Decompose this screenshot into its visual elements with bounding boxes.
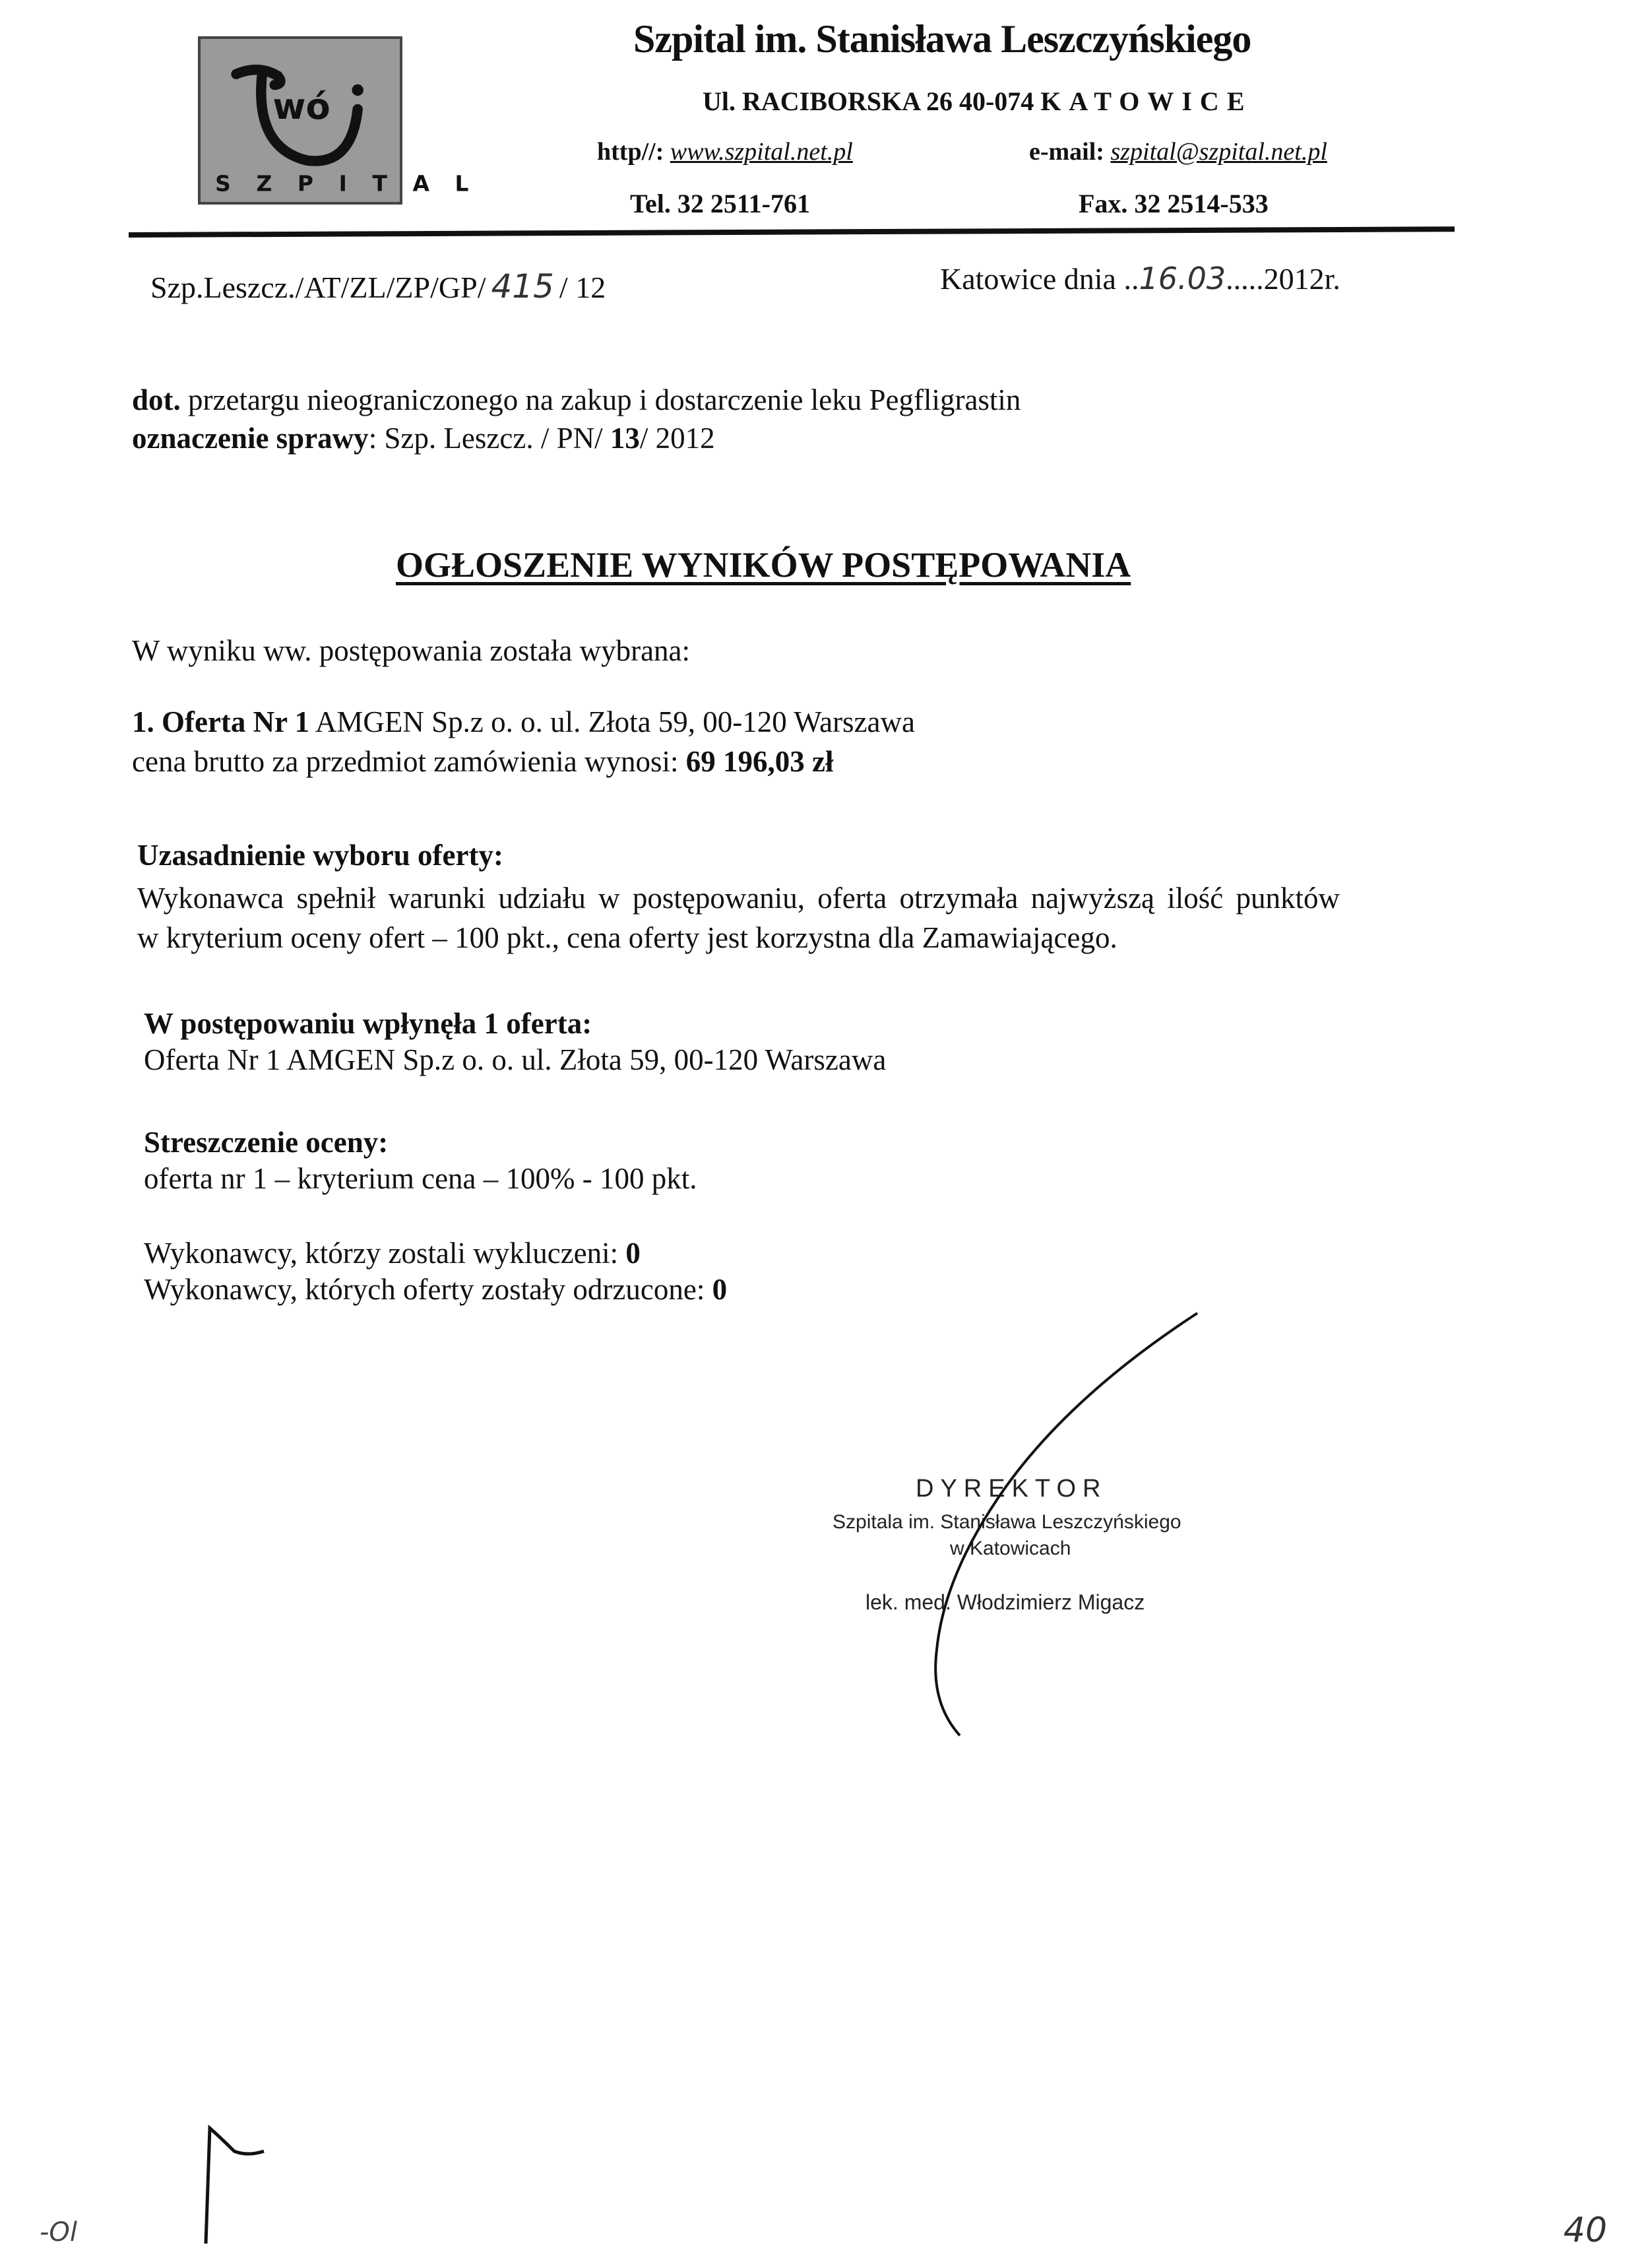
email-label: e-mail:	[1029, 138, 1111, 166]
stamp-organization: Szpitala im. Stanisława Leszczyńskiego	[833, 1511, 1181, 1533]
header-divider	[129, 226, 1455, 238]
handwritten-ref-number: 415	[491, 267, 554, 306]
price-value: 69 196,03 zł	[685, 745, 834, 778]
case-label: oznaczenie sprawy	[132, 422, 369, 455]
case-designation	[132, 421, 715, 455]
margin-note-left: -Ol	[40, 2217, 78, 2248]
reference-number	[150, 267, 606, 306]
document-date	[940, 261, 1340, 296]
offer-price	[132, 744, 833, 779]
hospital-logo	[198, 36, 478, 205]
summary-heading: Streszczenie oceny:	[144, 1126, 389, 1159]
ref-suffix: / 12	[559, 271, 606, 304]
page-number-handwritten: 40	[1563, 2211, 1608, 2250]
document-title: OGŁOSZENIE WYNIKÓW POSTĘPOWANIA	[396, 545, 1131, 585]
stamp-signatory: lek. med. Włodzimierz Migacz	[865, 1590, 1145, 1614]
excluded-count: 0	[625, 1237, 641, 1270]
rejected-offers	[144, 1272, 727, 1307]
summary-line: oferta nr 1 – kryterium cena – 100% - 100 pkt.	[144, 1162, 697, 1195]
selected-offer	[132, 705, 915, 739]
hospital-name: Szpital im. Stanisława Leszczyńskiego	[633, 17, 1251, 61]
offer-company: AMGEN Sp.z o. o. ul. Złota 59, 00-120 Warszawa	[309, 705, 915, 738]
handwritten-date: 16.03	[1139, 261, 1226, 296]
logo-graphic-icon	[201, 39, 478, 202]
website-link[interactable]: www.szpital.net.pl	[670, 138, 853, 166]
subject-text: przetargu nieograniczonego na zakup i dostarczenie leku Pegfligrastin	[180, 383, 1021, 416]
telephone: Tel. 32 2511-761	[630, 189, 810, 218]
web-label: http//:	[597, 138, 670, 166]
hospital-address	[703, 86, 1253, 117]
justification-line-1: Wykonawca spełnił warunki udziału w postępowaniu, oferta otrzymała najwyższą ilość punktów	[137, 882, 1340, 915]
date-dots: ..	[1123, 262, 1139, 296]
website	[597, 137, 853, 166]
rejected-count: 0	[712, 1273, 728, 1306]
subject-line	[132, 383, 1021, 417]
bottom-initial-icon	[206, 2128, 264, 2244]
case-year: / 2012	[639, 422, 715, 455]
date-year: .....2012r.	[1226, 262, 1340, 296]
intro-text: W wyniku ww. postępowania została wybrana:	[132, 634, 691, 667]
email-link[interactable]: szpital@szpital.net.pl	[1110, 138, 1327, 166]
subject-label: dot.	[132, 383, 181, 416]
city: KATOWICE	[1040, 86, 1253, 116]
date-label: Katowice dnia	[940, 262, 1124, 296]
case-text: : Szp. Leszcz. / PN/	[368, 422, 610, 455]
fax: Fax. 32 2514-533	[1079, 189, 1269, 218]
offer-number: 1. Oferta Nr 1	[132, 705, 310, 738]
stamp-city: w Katowicach	[950, 1538, 1071, 1559]
excluded-label: Wykonawcy, którzy zostali wykluczeni:	[144, 1237, 626, 1270]
street: Ul. RACIBORSKA 26 40-074	[703, 86, 1041, 116]
received-offer: Oferta Nr 1 AMGEN Sp.z o. o. ul. Złota 59, 00-120 Warszawa	[144, 1043, 887, 1076]
case-number: 13	[610, 422, 640, 455]
email	[1029, 137, 1327, 166]
svg-text:S Z P I T A L: S Z P I T A L	[215, 170, 478, 197]
stamp-title: DYREKTOR	[916, 1475, 1108, 1503]
price-label: cena brutto za przedmiot zamówienia wynosi:	[132, 745, 686, 778]
excluded-contractors	[144, 1236, 641, 1270]
ref-prefix: Szp.Leszcz./AT/ZL/ZP/GP/	[150, 271, 486, 304]
rejected-label: Wykonawcy, których oferty zostały odrzucone:	[144, 1273, 712, 1306]
justification-heading: Uzasadnienie wyboru oferty:	[137, 839, 503, 872]
svg-text:wó: wó	[272, 86, 330, 128]
received-heading: W postępowaniu wpłynęła 1 oferta:	[144, 1007, 592, 1040]
justification-line-2: w kryterium oceny ofert – 100 pkt., cena oferty jest korzystna dla Zamawiającego.	[137, 921, 1117, 954]
